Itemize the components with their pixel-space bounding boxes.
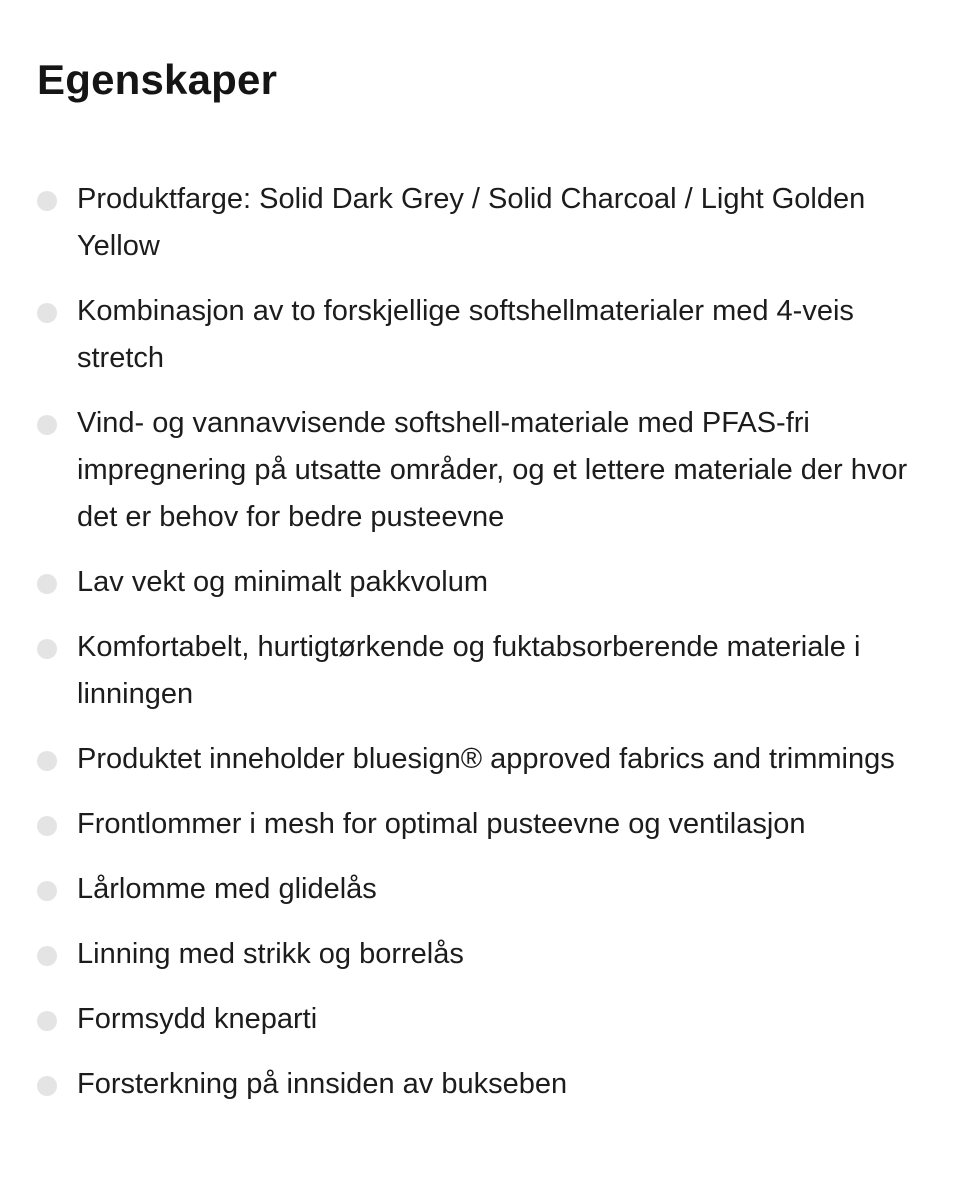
feature-item <box>0 400 960 541</box>
bullet-icon <box>37 191 57 211</box>
bullet-icon <box>37 639 57 659</box>
feature-text: Lav vekt og minimalt pakkvolum <box>77 566 488 598</box>
bullet-icon <box>37 415 57 435</box>
feature-text: Linning med strikk og borrelås <box>77 938 464 970</box>
feature-text: Vind- og vannavvisende softshell-materiale med PFAS-fri impregnering på utsatte områder, og et lettere materiale der hvor det er behov for bedre pusteevne <box>77 407 908 533</box>
feature-text: Kombinasjon av to forskjellige softshellmaterialer med 4-veis stretch <box>77 295 854 374</box>
feature-item <box>0 866 960 913</box>
bullet-icon <box>37 751 57 771</box>
feature-text: Produktfarge: Solid Dark Grey / Solid Charcoal / Light Golden Yellow <box>77 183 866 262</box>
feature-item <box>0 931 960 978</box>
feature-item <box>0 1061 960 1108</box>
feature-text: Frontlommer i mesh for optimal pusteevne og ventilasjon <box>77 808 806 840</box>
feature-item <box>0 801 960 848</box>
features-list <box>0 176 960 1126</box>
feature-text: Komfortabelt, hurtigtørkende og fuktabsorberende materiale i linningen <box>77 631 861 710</box>
feature-item <box>0 559 960 606</box>
feature-item <box>0 736 960 783</box>
feature-text: Forsterkning på innsiden av bukseben <box>77 1068 568 1100</box>
bullet-icon <box>37 303 57 323</box>
bullet-icon <box>37 1011 57 1031</box>
feature-item <box>0 288 960 382</box>
bullet-icon <box>37 816 57 836</box>
bullet-icon <box>37 946 57 966</box>
feature-item <box>0 996 960 1043</box>
feature-text: Formsydd kneparti <box>77 1003 318 1035</box>
feature-text: Lårlomme med glidelås <box>77 873 377 905</box>
bullet-icon <box>37 1076 57 1096</box>
feature-item <box>0 176 960 270</box>
feature-text: Produktet inneholder bluesign® approved fabrics and trimmings <box>77 743 895 775</box>
section-title: Egenskaper <box>37 56 278 103</box>
feature-item <box>0 624 960 718</box>
bullet-icon <box>37 574 57 594</box>
bullet-icon <box>37 881 57 901</box>
